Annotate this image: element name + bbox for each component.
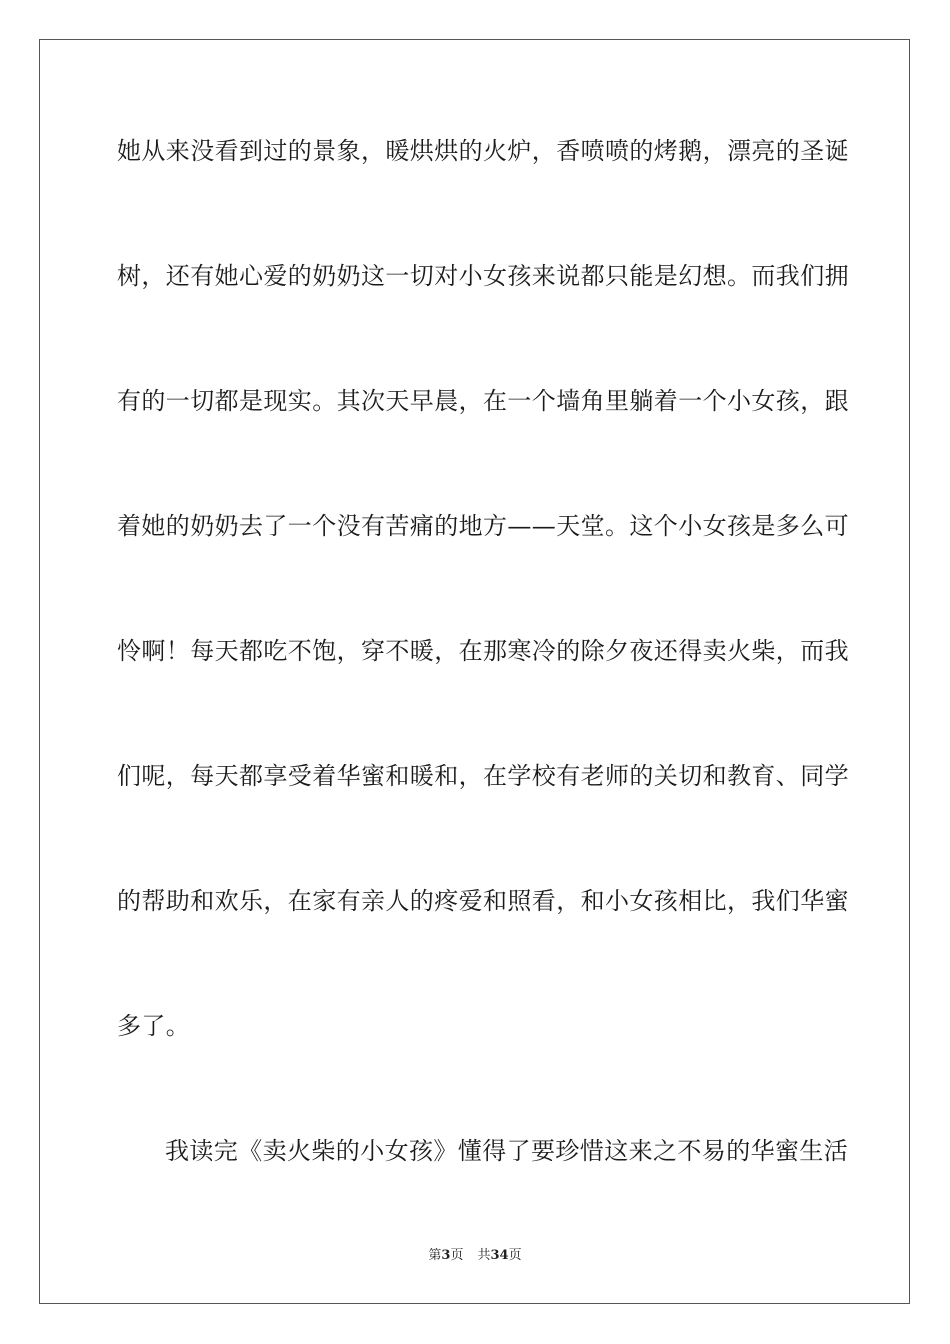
paragraph-line-7: 的帮助和欢乐，在家有亲人的疼爱和照看，和小女孩相比，我们华蜜 <box>117 887 849 915</box>
page-number-suffix: 页 <box>450 1248 464 1263</box>
total-pages-suffix: 页 <box>508 1248 522 1263</box>
paragraph-line-8: 多了。 <box>117 1012 191 1040</box>
total-pages: 34 <box>490 1248 509 1263</box>
page-footer <box>0 1247 950 1265</box>
paragraph-line-3: 有的一切都是现实。其次天早晨，在一个墙角里躺着一个小女孩，跟 <box>117 387 849 415</box>
paragraph-line-5: 怜啊！每天都吃不饱，穿不暖，在那寒冷的除夕夜还得卖火柴，而我 <box>117 637 849 665</box>
page-border <box>39 39 910 1304</box>
paragraph-line-2: 树，还有她心爱的奶奶这一切对小女孩来说都只能是幻想。而我们拥 <box>117 262 849 290</box>
total-pages-prefix: 共 <box>477 1248 491 1263</box>
page-number: 3 <box>441 1248 451 1263</box>
paragraph-line-4: 着她的奶奶去了一个没有苦痛的地方——天堂。这个小女孩是多么可 <box>117 512 849 540</box>
paragraph-line-6: 们呢，每天都享受着华蜜和暖和，在学校有老师的关切和教育、同学 <box>117 762 849 790</box>
paragraph-2-first-line: 我读完《卖火柴的小女孩》懂得了要珍惜这来之不易的华蜜生活 <box>165 1137 849 1165</box>
paragraph-line-1: 她从来没看到过的景象，暖烘烘的火炉，香喷喷的烤鹅，漂亮的圣诞 <box>117 137 849 165</box>
page-number-prefix: 第 <box>428 1248 442 1263</box>
